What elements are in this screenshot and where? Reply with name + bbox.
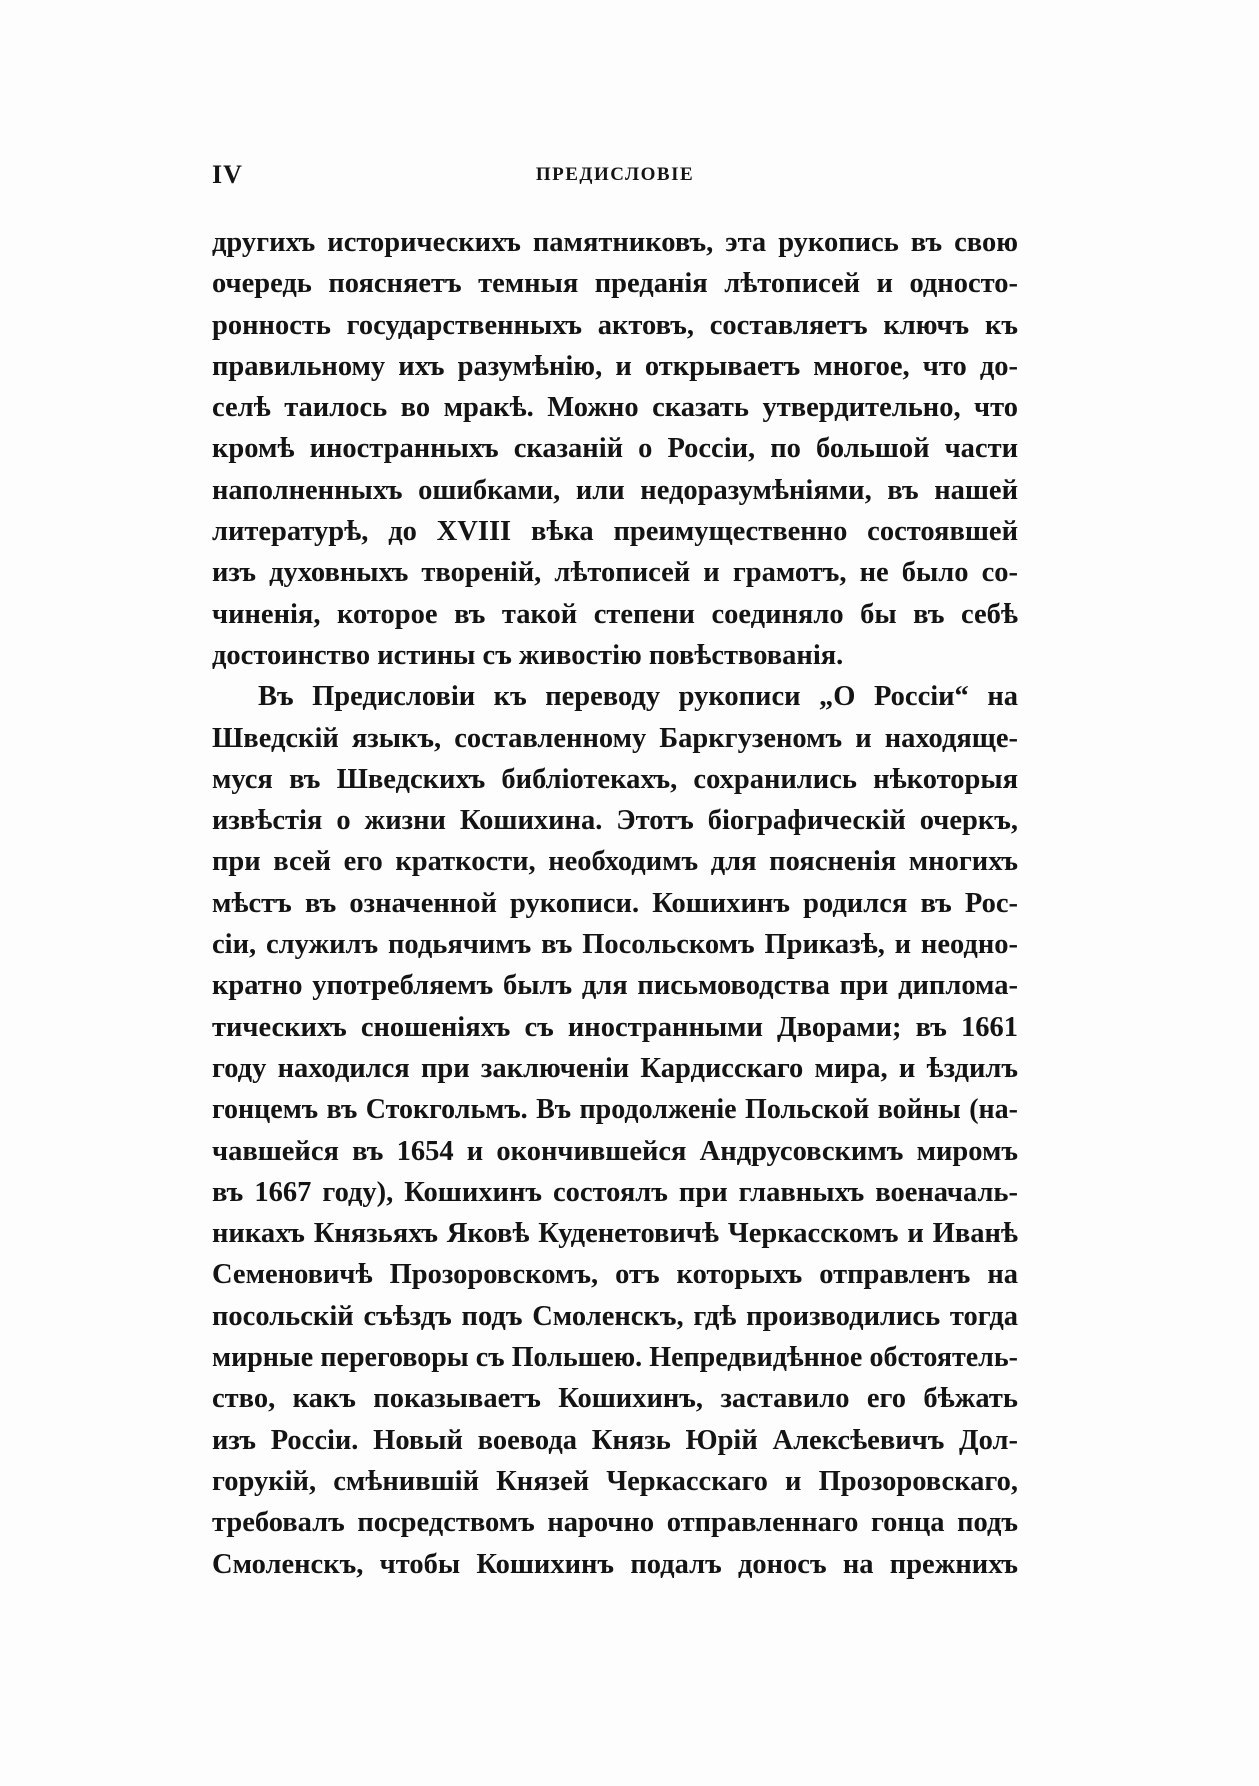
paragraph-1 (212, 222, 1018, 676)
text-line: чиненія, которое въ такой степени соединяло бы въ себѣ (212, 598, 1018, 630)
page-number: IV (212, 160, 243, 189)
text-line: кромѣ иностранныхъ сказаній о Россіи, по большой части (212, 433, 1018, 465)
text-line: Въ Предисловіи къ переводу рукописи „О Россіи“ на (258, 681, 1018, 713)
running-head (212, 160, 1018, 190)
text-line: требовалъ посредствомъ нарочно отправленнаго гонца подъ (212, 1507, 1018, 1539)
text-line: селѣ таилось во мракѣ. Можно сказать утвердительно, что (212, 392, 1018, 424)
text-line: мирные переговоры съ Польшею. Непредвидѣнное обстоятель- (212, 1342, 1018, 1374)
text-line: ство, какъ показываетъ Кошихинъ, заставило его бѣжать (212, 1383, 1018, 1415)
body-text (212, 222, 1018, 1585)
text-line: Шведскій языкъ, составленному Баркгузеномъ и находяще- (212, 722, 1018, 754)
text-line: правильному ихъ разумѣнію, и открываетъ многое, что до- (212, 350, 1018, 382)
text-line: при всей его краткости, необходимъ для поясненія многихъ (212, 846, 1018, 878)
text-line: посольскій съѣздъ подъ Смоленскъ, гдѣ производились тогда (212, 1300, 1018, 1332)
text-line: горукій, смѣнившій Князей Черкасскаго и Прозоровскаго, (212, 1465, 1018, 1497)
text-line: очередь поясняетъ темныя преданія лѣтописей и односто- (212, 268, 1018, 300)
paragraph-2 (212, 676, 1018, 1585)
text-line: тическихъ сношеніяхъ съ иностранными Дворами; въ 1661 (212, 1011, 1018, 1043)
text-line: въ 1667 году), Кошихинъ состоялъ при главныхъ военачаль- (212, 1176, 1018, 1208)
text-line: кратно употребляемъ былъ для письмоводства при диплома- (212, 970, 1018, 1002)
text-line: Смоленскъ, чтобы Кошихинъ подалъ доносъ на прежнихъ (212, 1548, 1018, 1580)
text-line: изъ Россіи. Новый воевода Князь Юрій Алексѣевичъ Дол- (212, 1424, 1018, 1456)
text-line: гонцемъ въ Стокгольмъ. Въ продолженіе Польской войны (на- (212, 1094, 1018, 1126)
text-line: извѣстія о жизни Кошихина. Этотъ біографическій очеркъ, (212, 805, 1018, 837)
text-line: сіи, служилъ подьячимъ въ Посольскомъ Приказѣ, и неодно- (212, 929, 1018, 961)
text-line: изъ духовныхъ твореній, лѣтописей и грамотъ, не было со- (212, 557, 1018, 589)
text-line: муся въ Шведскихъ библіотекахъ, сохранились нѣкоторыя (212, 763, 1018, 795)
text-line: чавшейся въ 1654 и окончившейся Андрусовскимъ миромъ (212, 1135, 1018, 1167)
text-line: мѣстъ въ означенной рукописи. Кошихинъ родился въ Рос- (212, 887, 1018, 919)
header-title: ПРЕДИСЛОВІЕ (535, 164, 695, 185)
text-line: литературѣ, до XVIII вѣка преимущественно состоявшей (212, 516, 1018, 548)
text-line: наполненныхъ ошибками, или недоразумѣніями, въ нашей (212, 474, 1018, 506)
text-line: Семеновичѣ Прозоровскомъ, отъ которыхъ отправленъ на (212, 1259, 1018, 1291)
text-line: году находился при заключеніи Кардисскаго мира, и ѣздилъ (212, 1052, 1018, 1084)
text-line: другихъ историческихъ памятниковъ, эта рукопись въ свою (212, 227, 1018, 258)
text-line: достоинство истины съ живостію повѣствованія. (212, 639, 844, 671)
text-line: никахъ Князьяхъ Яковѣ Куденетовичѣ Черкасскомъ и Иванѣ (212, 1218, 1018, 1250)
text-line: ронность государственныхъ актовъ, составляетъ ключъ къ (212, 309, 1018, 341)
